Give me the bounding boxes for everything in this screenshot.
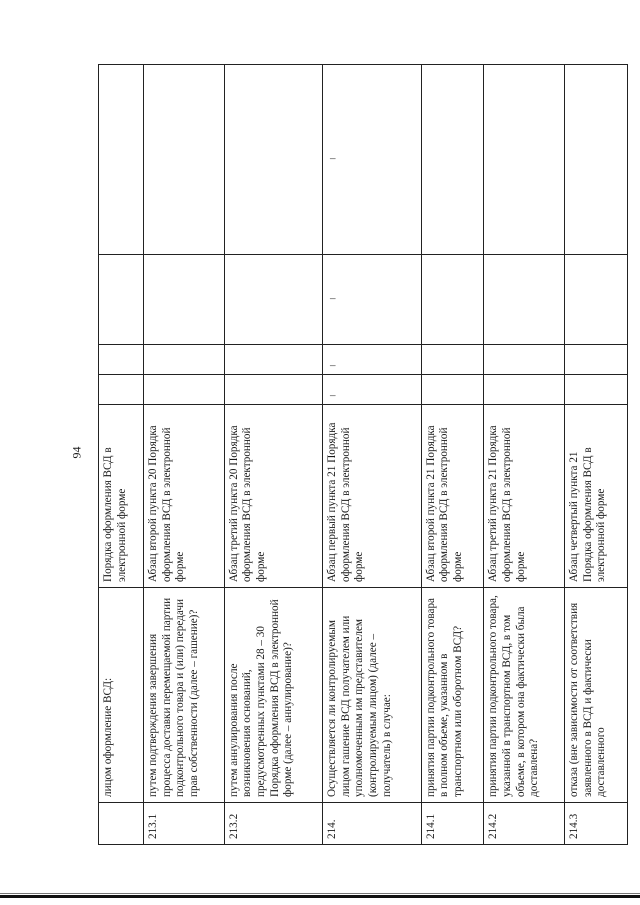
page-number: 94 [69,446,84,459]
answer-not-applicable [143,255,224,345]
dash-mark: – [330,152,336,165]
legal-source: Абзац четвертый пункта 21 Порядка оформления ВСД в электронной форме [565,405,628,588]
checklist-table-rotated [98,65,628,845]
answer-comment [143,65,224,255]
row-number: 214.1 [421,803,484,845]
answer-yes [421,375,484,405]
dash-mark: – [330,389,336,402]
legal-source: Абзац второй пункта 21 Порядка оформления ВСД в электронной форме [421,405,484,588]
answer-no [99,345,144,375]
answer-no [224,345,323,375]
legal-source: Абзац третий пункта 21 Порядка оформления ВСД в электронной форме [484,405,565,588]
row-number: 214.2 [484,803,565,845]
answer-no [143,345,224,375]
table-row [484,65,565,845]
table-row [224,65,323,845]
table-body [99,65,628,845]
answer-not-applicable [224,255,323,345]
answer-no [484,345,565,375]
scan-edge-border [0,895,640,898]
answer-not-applicable [565,255,628,345]
scan-edge-line [0,893,640,894]
answer-comment [323,65,422,255]
table-row [143,65,224,845]
answer-yes [323,375,422,405]
answer-yes [224,375,323,405]
table-row [421,65,484,845]
question-text: принятия партии подконтрольного товара в полном объеме, указанном в транспортном или оборотном ВСД? [421,588,484,803]
row-number: 213.1 [143,803,224,845]
question-text: лицом оформление ВСД: [99,588,144,803]
answer-comment [565,65,628,255]
dash-mark: – [330,359,336,372]
answer-yes [484,375,565,405]
row-number [99,803,144,845]
answer-comment [224,65,323,255]
question-text: отказа (вне зависимости от соответствия заявленного в ВСД и фактически доставленного [565,588,628,803]
answer-not-applicable [323,255,422,345]
answer-comment [421,65,484,255]
answer-comment [99,65,144,255]
answer-yes [99,375,144,405]
legal-source: Абзац второй пункта 20 Порядка оформления ВСД в электронной форме [143,405,224,588]
question-text: путем подтверждения завершения процесса доставки перемещаемой партии подконтрольного товара и (или) передачи прав собственности (далее – гашение)? [143,588,224,803]
row-number: 214.3 [565,803,628,845]
answer-no [565,345,628,375]
legal-source: Порядка оформления ВСД в электронной форме [99,405,144,588]
question-text: Осуществляется ли контролируемым лицом гашение ВСД получателем или уполномоченным им представителем (контролируемым лицом) (далее – получатель) в случае: [323,588,422,803]
table-row [99,65,144,845]
legal-source: Абзац третий пункта 20 Порядка оформления ВСД в электронной форме [224,405,323,588]
answer-comment [484,65,565,255]
question-text: путем аннулирования после возникновения оснований, предусмотренных пунктами 28 – 30 Порядка оформления ВСД в электронной форме (далее – аннулирование)? [224,588,323,803]
question-text: принятия партии подконтрольного товара, указанной в транспортном ВСД, в том объеме, в котором она фактически была доставлена? [484,588,565,803]
table-row [565,65,628,845]
row-number: 213.2 [224,803,323,845]
answer-no [323,345,422,375]
legal-source: Абзац первый пункта 21 Порядка оформления ВСД в электронной форме [323,405,422,588]
answer-no [421,345,484,375]
answer-not-applicable [421,255,484,345]
table-row [323,65,422,845]
answer-not-applicable [99,255,144,345]
checklist-table [98,64,628,845]
dash-mark: – [330,292,336,305]
answer-not-applicable [484,255,565,345]
row-number: 214. [323,803,422,845]
answer-yes [565,375,628,405]
answer-yes [143,375,224,405]
